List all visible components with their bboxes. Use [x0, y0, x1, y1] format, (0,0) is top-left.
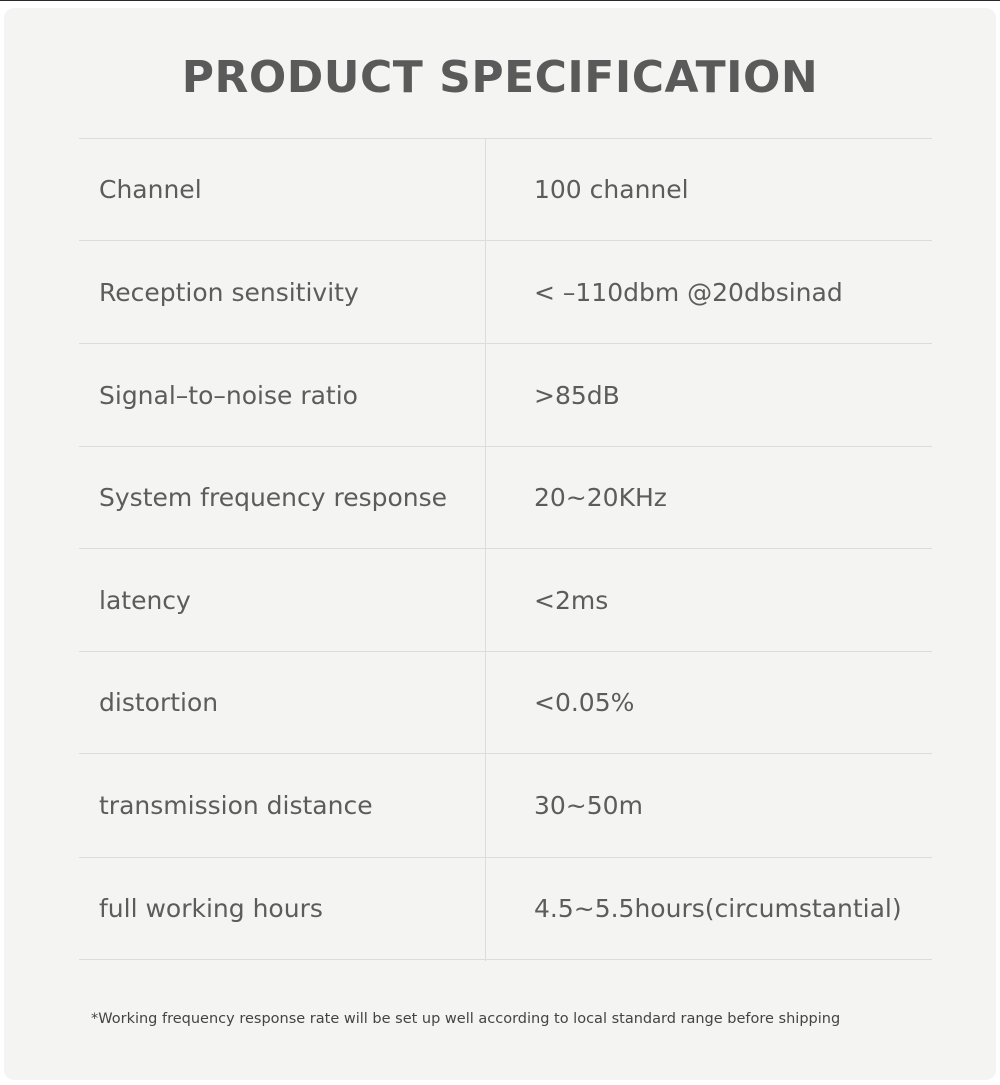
spec-row-distortion	[79, 652, 932, 754]
spec-row-signal-to-noise	[79, 344, 932, 447]
spec-value: < –110dbm @20dbsinad	[534, 277, 843, 307]
footnote: *Working frequency response rate will be set up well according to local standard range before shipping	[91, 1011, 841, 1027]
spec-row-channel	[79, 139, 932, 241]
spec-label: System frequency response	[99, 483, 448, 512]
spec-value: >85dB	[534, 380, 620, 410]
spec-value: 100 channel	[534, 175, 689, 204]
spec-value: <2ms	[534, 585, 609, 615]
spec-label: Signal–to–noise ratio	[99, 380, 358, 410]
spec-value: 30~50m	[534, 791, 643, 820]
spec-row-transmission-distance	[79, 754, 932, 858]
spec-label: distortion	[99, 688, 219, 717]
spec-row-reception-sensitivity	[79, 241, 932, 344]
spec-row-latency	[79, 549, 932, 652]
spec-label: full working hours	[99, 894, 323, 923]
page-title: PRODUCT SPECIFICATION	[181, 52, 819, 103]
spec-value: 20~20KHz	[534, 483, 667, 512]
top-border-line	[0, 0, 1000, 1]
spec-label: Channel	[99, 175, 202, 204]
spec-row-frequency-response	[79, 447, 932, 549]
spec-label: transmission distance	[99, 791, 373, 820]
spec-value: <0.05%	[534, 688, 635, 717]
spec-label: Reception sensitivity	[99, 277, 359, 307]
spec-value: 4.5~5.5hours(circumstantial)	[534, 894, 902, 923]
spec-table	[79, 138, 932, 961]
spec-label: latency	[99, 585, 191, 615]
spec-row-working-hours	[79, 858, 932, 960]
